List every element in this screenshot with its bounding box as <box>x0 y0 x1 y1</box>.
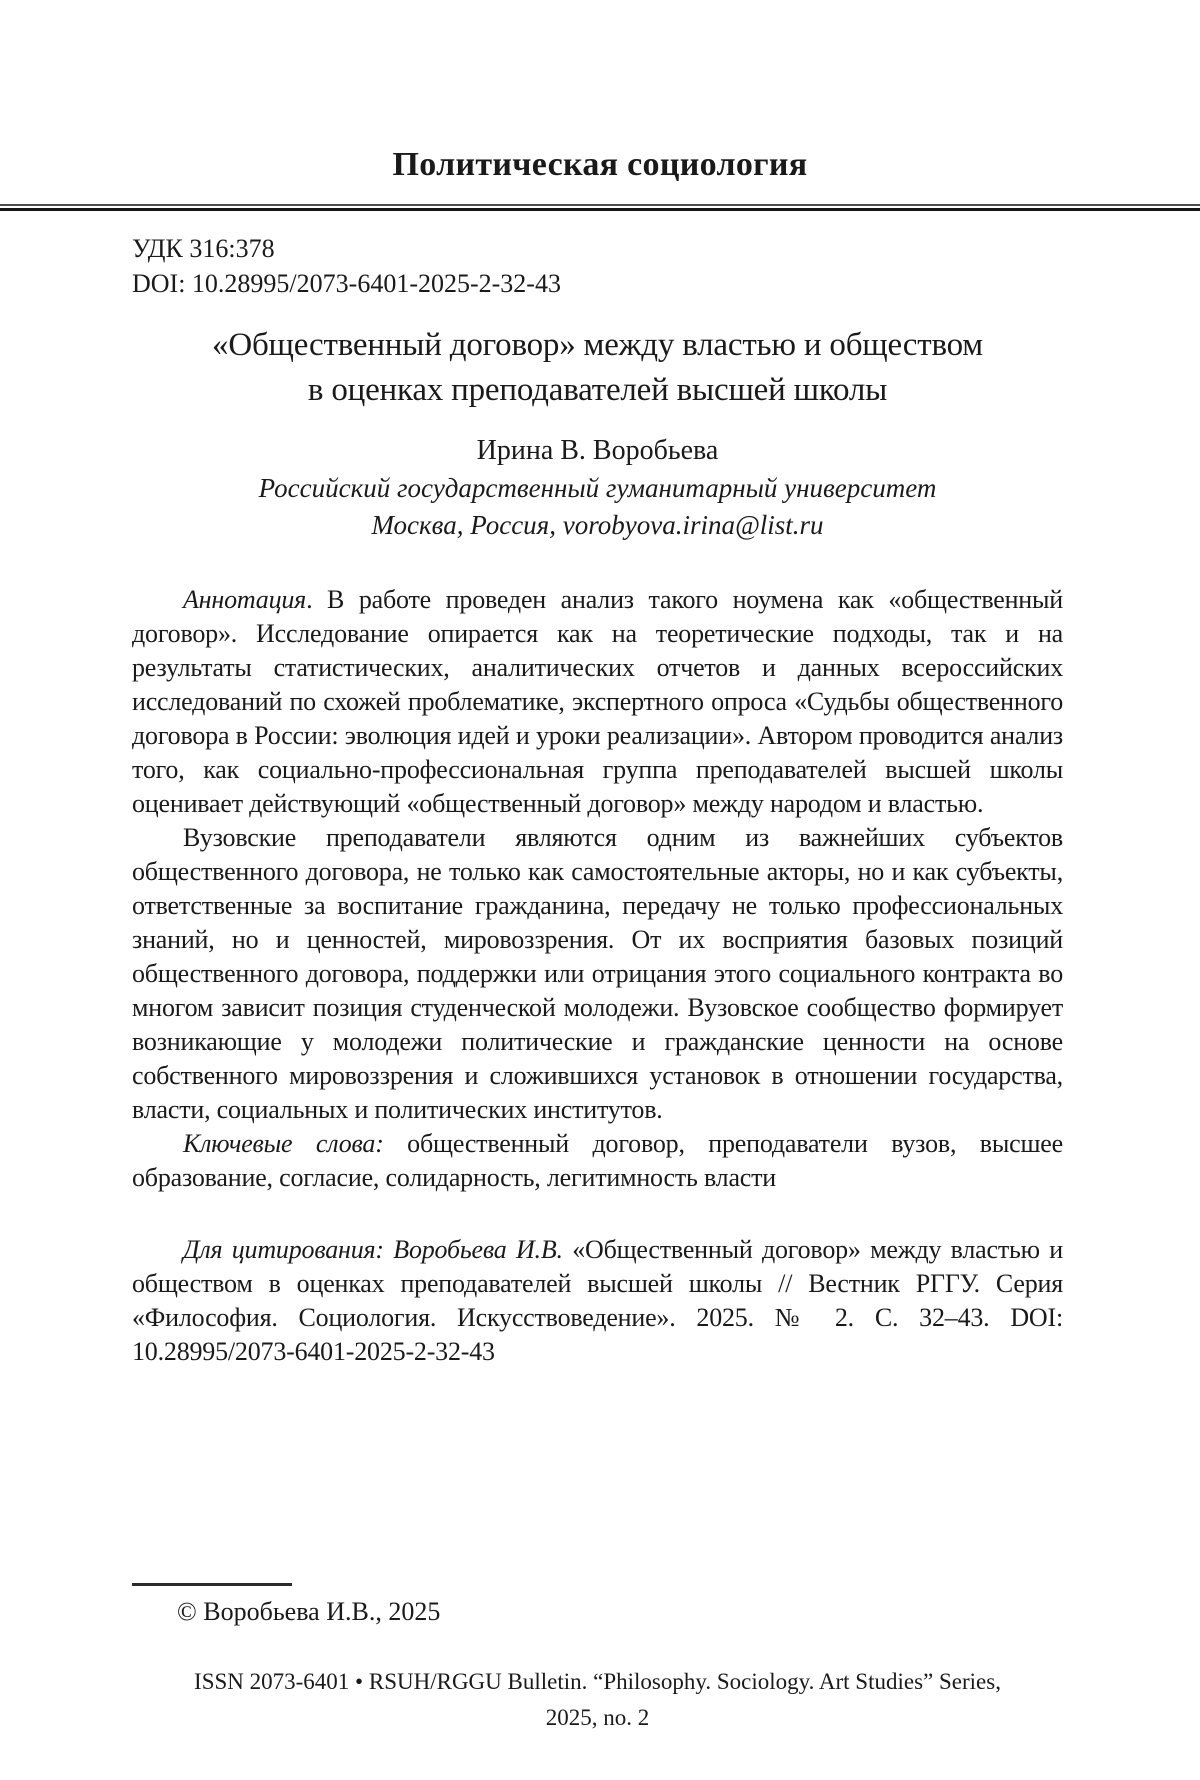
issue-number-line: 2025, no. 2 <box>545 1705 650 1730</box>
citation-paragraph <box>132 1233 1063 1369</box>
page-content <box>132 231 1063 1369</box>
copyright-line: © Воробьева И.В., 2025 <box>177 1597 441 1626</box>
article-title-line-2: в оценках преподавателей высшей школы <box>307 372 888 408</box>
issue-footer <box>132 1664 1063 1736</box>
citation-label: Для цитирования: Воробьева И.В. <box>183 1235 563 1264</box>
article-meta <box>132 231 1063 301</box>
abstract-label: Аннотация <box>183 585 307 614</box>
article-title-line-1: «Общественный договор» между властью и обществом <box>212 327 983 363</box>
doi-number: DOI: 10.28995/2073-6401-2025-2-32-43 <box>132 269 561 298</box>
abstract-paragraph-1 <box>132 583 1063 821</box>
article-title <box>132 323 1063 413</box>
keywords-text: общественный договор, преподаватели вузов, высшее образование, согласие, солидарность, легитимность власти <box>132 1129 1063 1192</box>
author-affiliation: Российский государственный гуманитарный университет <box>258 473 937 503</box>
header-rule <box>0 204 1200 211</box>
author-name: Ирина В. Воробьева <box>476 435 719 466</box>
abstract-paragraph-2: Вузовские преподаватели являются одним из важнейших субъектов общественного договора, не только как самостоятельные акторы, но и как субъекты, ответственные за воспитание гражданина, передачу не только профессиональных знаний, но и ценностей, мировоззрения. От их восприятия базовых позиций общественного договора, поддержки или отрицания этого социального контракта во многом зависит позиция студенческой молодежи. Вузовское сообщество формирует возникающие у молодежи политические и гражданские ценности на основе собственного мировоззрения и сложившихся установок в отношении государства, власти, социальных и политических институтов. <box>132 823 1063 1124</box>
issn-line: ISSN 2073-6401 • RSUH/RGGU Bulletin. “Philosophy. Sociology. Art Studies” Series, <box>194 1669 1001 1694</box>
footnote-rule <box>132 1583 292 1586</box>
udc-number: УДК 316:378 <box>132 234 275 263</box>
section-header: Политическая социология <box>392 146 808 183</box>
keywords-label: Ключевые слова: <box>183 1129 384 1158</box>
keywords-paragraph <box>132 1127 1063 1195</box>
author-location-email: Москва, Россия, vorobyova.irina@list.ru <box>371 510 824 540</box>
abstract-paragraph-1-text: . В работе проведен анализ такого ноумена как «общественный договор». Исследование опирается как на теоретические подходы, так и на результаты статистических, аналитических отчетов и данных всероссийских исследований по схожей проблематике, экспертного опроса «Судьбы общественного договора в России: эволюция идей и уроки реализации». Автором проводится анализ того, как социально-профессиональная группа преподавателей высшей школы оценивает действующий «общественный договор» между народом и властью. <box>132 585 1063 818</box>
citation-text: «Общественный договор» между властью и обществом в оценках преподавателей высшей школы // Вестник РГГУ. Серия «Философия. Социология. Искусствоведение». 2025. № 2. С. 32–43. DOI: 10.28995/2073-6401-2025-2-32-43 <box>132 1235 1064 1366</box>
